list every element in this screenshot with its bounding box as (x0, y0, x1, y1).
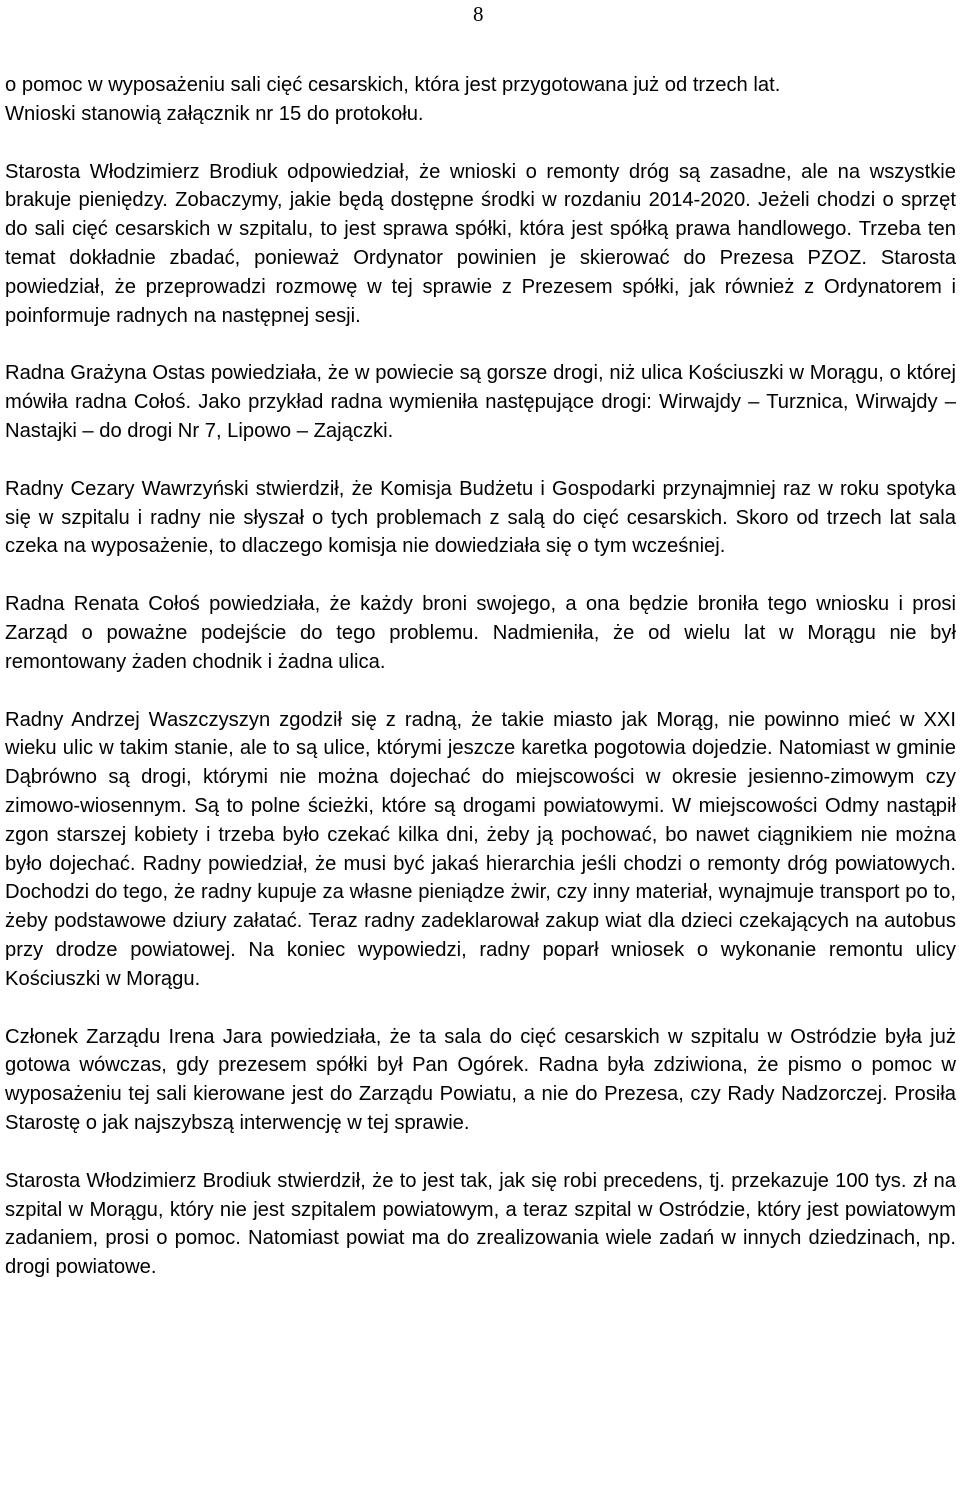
document-body (5, 71, 956, 1282)
paragraph-starosta-statement: Starosta Włodzimierz Brodiuk stwierdził, że to jest tak, jak się robi precedens, tj. przekazuje 100 tys. zł na szpital w Morągu, który nie jest szpitalem powiatowym, a teraz szpital w Ostródzie, który jest powiatowym zadaniem, prosi o pomoc. Natomiast powiat ma do zrealizowania wiele zadań w innych dziedzinach, np. drogi powiatowe. (5, 1169, 956, 1279)
paragraph-continuation: o pomoc w wyposażeniu sali cięć cesarskich, która jest przygotowana już od trzech lat. (5, 74, 781, 96)
paragraph-starosta-response: Starosta Włodzimierz Brodiuk odpowiedział, że wnioski o remonty dróg są zasadne, ale na wszystkie brakuje pieniędzy. Zobaczymy, jakie będą dostępne środki w rozdaniu 2014-2020. Jeżeli chodzi o sprzęt do sali cięć cesarskich w szpitalu, to jest sprawa spółki, która jest spółką prawa handlowego. Trzeba ten temat dokładnie zbadać, ponieważ Ordynator powinien je skierować do Prezesa PZOZ. Starosta powiedział, że przeprowadzi rozmowę w tej sprawie z Prezesem spółki, jak również z Ordynatorem i poinformuje radnych na następnej sesji. (5, 160, 956, 327)
paragraph-grazyna-ostas: Radna Grażyna Ostas powiedziała, że w powiecie są gorsze drogi, niż ulica Kościuszki w Morągu, o której mówiła radna Cołoś. Jako przykład radna wymieniła następujące drogi: Wirwajdy – Turznica, Wirwajdy – Nastajki – do drogi Nr 7, Lipowo – Zajączki. (5, 362, 956, 442)
paragraph-attachment-note: Wnioski stanowią załącznik nr 15 do protokołu. (5, 102, 424, 125)
paragraph-cezary-wawrzynski: Radny Cezary Wawrzyński stwierdził, że Komisja Budżetu i Gospodarki przynajmniej raz w roku spotyka się w szpitalu i radny nie słyszał o tych problemach z salą do cięć cesarskich. Skoro od trzech lat sala czeka na wyposażenie, to dlaczego komisja nie dowiedziała się o tym wcześniej. (5, 477, 956, 558)
page-number: 8 (473, 2, 484, 26)
paragraph-irena-jara: Członek Zarządu Irena Jara powiedziała, że ta sala do cięć cesarskich w szpitalu w Ostródzie była już gotowa wówczas, gdy prezesem spółki był Pan Ogórek. Radna była zdziwiona, że pismo o pomoc w wyposażeniu tej sali kierowane jest do Zarządu Powiatu, a nie do Prezesa, czy Rady Nadzorczej. Prosiła Starostę o jak najszybszą interwencję w tej sprawie. (5, 1025, 956, 1134)
paragraph-andrzej-waszczyszyn: Radny Andrzej Waszczyszyn zgodził się z radną, że takie miasto jak Morąg, nie powinno mieć w XXI wieku ulic w takim stanie, ale to są ulice, którymi jeszcze karetka pogotowia dojedzie. Natomiast w gminie Dąbrówno są drogi, którymi nie można dojechać do miejscowości w okresie jesienno-zimowym czy zimowo-wiosennym. Są to polne ścieżki, które są drogami powiatowymi. W miejscowości Odmy nastąpił zgon starszej kobiety i trzeba było czekać kilka dni, żeby ją pochować, bo nawet ciągnikiem nie można było dojechać. Radny powiedział, że musi być jakaś hierarchia jeśli chodzi o remonty dróg powiatowych. Dochodzi do tego, że radny kupuje za własne pieniądze żwir, czy inny materiał, wynajmuje transport po to, żeby podstawowe dziury załatać. Teraz radny zadeklarował zakup wiat dla dzieci czekających na autobus przy drodze powiatowej. Na koniec wypowiedzi, radny poparł wniosek o wykonanie remontu ulicy Kościuszki w Morągu. (5, 708, 956, 990)
paragraph-renata-colos: Radna Renata Cołoś powiedziała, że każdy broni swojego, a ona będzie broniła tego wniosku i prosi Zarząd o poważne podejście do tego problemu. Nadmieniła, że od wielu lat w Morągu nie był remontowany żaden chodnik i żadna ulica. (5, 593, 956, 673)
